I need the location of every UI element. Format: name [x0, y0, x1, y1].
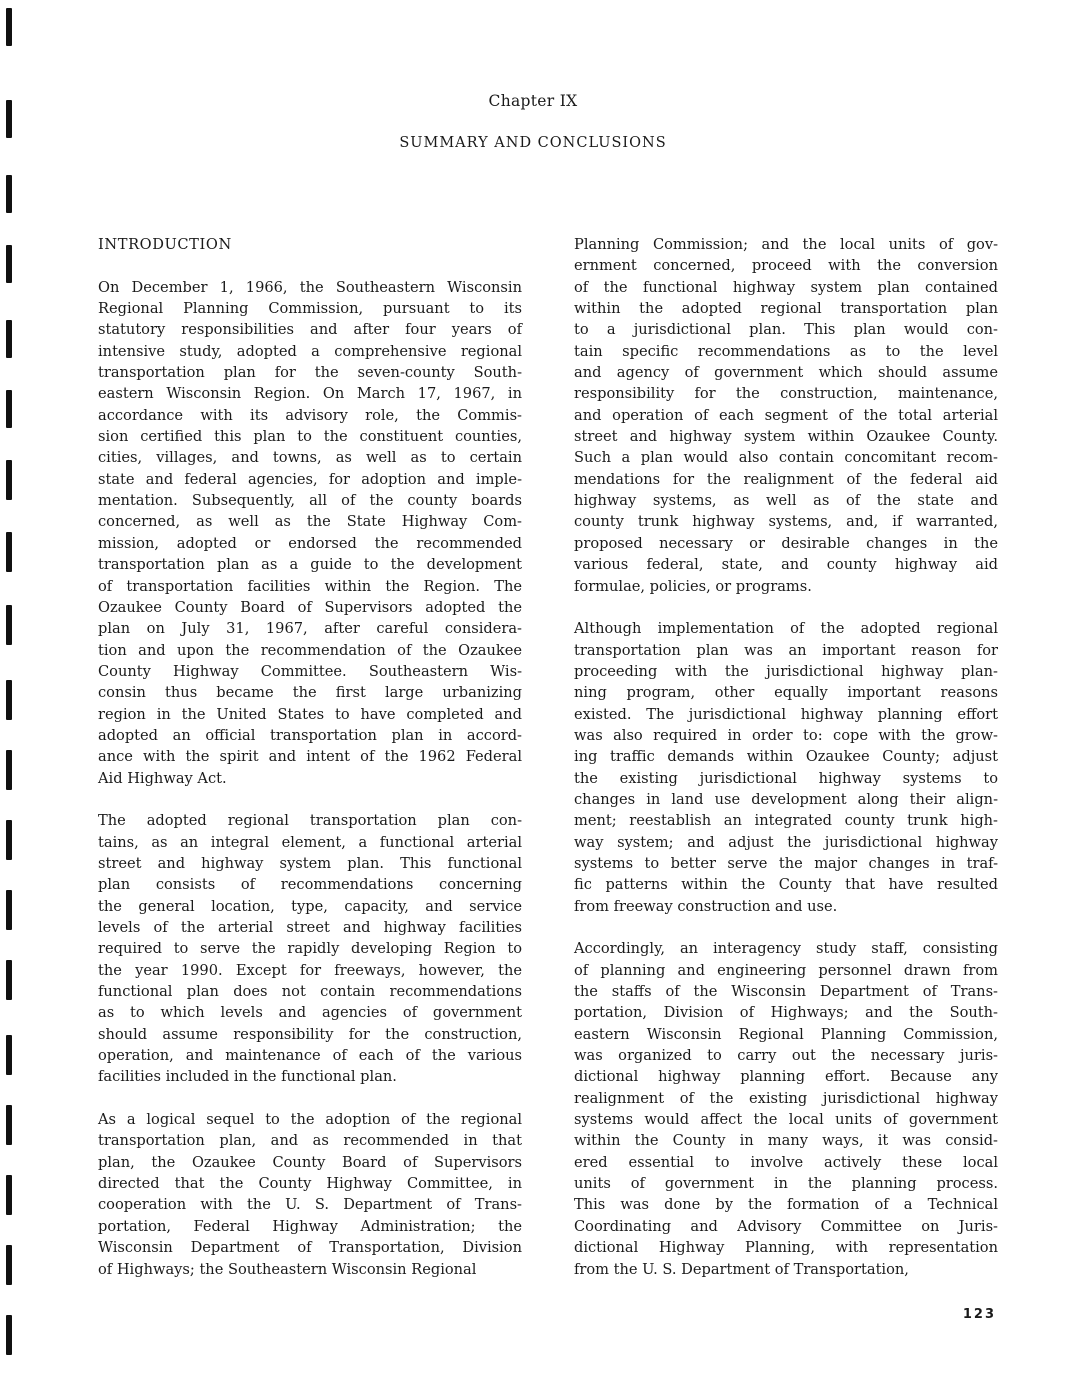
text-line: ance with the spirit and intent of the 1962 Federal — [98, 748, 522, 766]
text-line: to a jurisdictional plan. This plan would con- — [574, 321, 998, 339]
paragraph — [574, 938, 998, 1280]
text-line: region in the United States to have completed and — [98, 705, 522, 723]
section-heading: INTRODUCTION — [98, 236, 232, 253]
text-line: should assume responsibility for the construction, — [98, 1025, 522, 1043]
text-line: ernment concerned, proceed with the conversion — [574, 257, 998, 275]
binding-mark — [6, 320, 12, 358]
paragraph — [574, 234, 998, 597]
text-line: plan on July 31, 1967, after careful considera- — [98, 620, 522, 638]
text-line: responsibility for the construction, maintenance, — [574, 385, 998, 403]
text-line: and operation of each segment of the total arterial — [574, 406, 998, 424]
text-line: highway systems, as well as of the state and — [574, 492, 998, 510]
text-line: was organized to carry out the necessary juris- — [574, 1047, 998, 1065]
text-line: and agency of government which should assume — [574, 364, 998, 382]
text-line: Although implementation of the adopted regional — [574, 620, 998, 638]
text-line: County Highway Committee. Southeastern Wis- — [98, 662, 522, 680]
text-line: realignment of the existing jurisdictional highway — [574, 1089, 998, 1107]
text-line: plan, the Ozaukee County Board of Supervisors — [98, 1153, 522, 1171]
text-line: of Highways; the Southeastern Wisconsin Regional — [98, 1260, 477, 1278]
left-paragraphs — [98, 277, 522, 1280]
chapter-label: Chapter IX — [488, 92, 578, 110]
text-line: ment; reestablish an integrated county trunk high- — [574, 812, 998, 830]
text-line: fic patterns within the County that have resulted — [574, 876, 998, 894]
text-line: systems to better serve the major changes in traf- — [574, 854, 998, 872]
text-line: street and highway system within Ozaukee County. — [574, 428, 998, 446]
text-line: operation, and maintenance of each of the various — [98, 1047, 522, 1065]
text-line: levels of the arterial street and highway facilities — [98, 919, 522, 936]
text-line: units of government in the planning process. — [574, 1175, 998, 1193]
binding-mark — [6, 680, 12, 720]
text-line: formulae, policies, or programs. — [574, 577, 812, 595]
text-line: ning program, other equally important reasons — [574, 684, 998, 702]
binding-mark — [6, 1315, 12, 1355]
binding-mark — [6, 460, 12, 500]
binding-mark — [6, 1245, 12, 1285]
text-line: state and federal agencies, for adoption and imple- — [98, 470, 522, 488]
text-line: the general location, type, capacity, and service — [98, 897, 522, 915]
text-line: portation, Division of Highways; and the South- — [574, 1004, 998, 1022]
text-line: Wisconsin Department of Transportation, Division — [98, 1239, 522, 1257]
text-line: dictional highway planning effort. Because any — [574, 1068, 998, 1086]
text-line: required to serve the rapidly developing Region to — [98, 940, 522, 958]
text-line: of planning and engineering personnel drawn from — [574, 961, 998, 979]
text-line: mission, adopted or endorsed the recommended — [98, 534, 522, 552]
binding-mark — [6, 532, 12, 572]
binding-mark — [6, 605, 12, 645]
text-line: plan consists of recommendations concerning — [98, 876, 522, 894]
text-line: The adopted regional transportation plan con- — [98, 812, 522, 830]
text-line: sion certified this plan to the constituent counties, — [98, 428, 522, 446]
text-line: Aid Highway Act. — [98, 769, 227, 787]
text-line: Accordingly, an interagency study staff, consisting — [574, 940, 998, 958]
text-line: within the adopted regional transportation plan — [574, 300, 998, 318]
binding-mark — [6, 890, 12, 930]
text-line: as to which levels and agencies of government — [98, 1004, 522, 1022]
text-line: statutory responsibilities and after four years of — [98, 321, 522, 339]
text-line: transportation plan as a guide to the development — [98, 556, 522, 574]
text-line: cities, villages, and towns, as well as to certain — [98, 449, 522, 467]
text-line: Planning Commission; and the local units of gov- — [574, 236, 998, 253]
text-line: systems would affect the local units of government — [574, 1111, 998, 1129]
text-line: consin thus became the first large urbanizing — [98, 684, 522, 702]
text-line: eastern Wisconsin Region. On March 17, 1967, in — [98, 385, 522, 403]
text-line: eastern Wisconsin Regional Planning Commission, — [574, 1025, 998, 1043]
text-line: transportation plan, and as recommended in that — [98, 1132, 522, 1150]
text-line: from freeway construction and use. — [574, 897, 838, 915]
paragraph — [98, 1109, 522, 1280]
binding-mark — [6, 750, 12, 790]
text-line: of transportation facilities within the Region. The — [98, 577, 522, 595]
text-line: existed. The jurisdictional highway planning effort — [574, 705, 998, 723]
binding-mark — [6, 8, 12, 46]
text-line: transportation plan was an important reason for — [574, 641, 998, 659]
binding-mark — [6, 245, 12, 283]
text-line: concerned, as well as the State Highway Com- — [98, 513, 522, 531]
text-line: the staffs of the Wisconsin Department of Trans- — [574, 983, 998, 1001]
text-line: tion and upon the recommendation of the Ozaukee — [98, 641, 522, 659]
text-line: various federal, state, and county highway aid — [574, 556, 998, 574]
text-line: facilities included in the functional plan. — [98, 1068, 397, 1086]
text-line: This was done by the formation of a Technical — [574, 1196, 998, 1214]
binding-marks — [0, 0, 20, 1380]
right-paragraphs — [574, 234, 998, 1280]
paragraph — [574, 618, 998, 917]
text-line: Regional Planning Commission, pursuant to its — [98, 300, 522, 318]
text-line: adopted an official transportation plan in accord- — [98, 726, 522, 744]
text-line: As a logical sequel to the adoption of the regional — [98, 1111, 522, 1129]
text-line: tains, as an integral element, a functional arterial — [98, 833, 522, 851]
text-line: accordance with its advisory role, the Commis- — [98, 406, 522, 424]
text-line: proceeding with the jurisdictional highway plan- — [574, 662, 998, 680]
text-line: within the County in many ways, it was consid- — [574, 1132, 998, 1150]
text-line: Coordinating and Advisory Committee on Juris- — [574, 1217, 998, 1235]
text-line: dictional Highway Planning, with representation — [574, 1239, 998, 1257]
text-line: On December 1, 1966, the Southeastern Wisconsin — [98, 278, 522, 296]
text-line: tain specific recommendations as to the level — [574, 342, 998, 360]
binding-mark — [6, 960, 12, 1000]
text-line: way system; and adjust the jurisdictional highway — [574, 833, 998, 851]
left-column — [98, 234, 522, 1301]
text-line: mentation. Subsequently, all of the county boards — [98, 492, 522, 510]
text-line: mendations for the realignment of the federal aid — [574, 470, 998, 488]
text-line: Ozaukee County Board of Supervisors adopted the — [98, 598, 522, 616]
text-line: from the U. S. Department of Transportation, — [574, 1260, 909, 1278]
binding-mark — [6, 1105, 12, 1145]
text-line: proposed necessary or desirable changes in the — [574, 534, 998, 552]
page-number: 123 — [962, 1307, 996, 1322]
text-line: functional plan does not contain recommendations — [98, 983, 522, 1001]
binding-mark — [6, 175, 12, 213]
text-line: directed that the County Highway Committee, in — [98, 1175, 522, 1193]
text-line: Such a plan would also contain concomitant recom- — [574, 449, 998, 467]
binding-mark — [6, 1175, 12, 1215]
text-line: transportation plan for the seven-county South- — [98, 364, 522, 382]
paragraph — [98, 810, 522, 1087]
text-line: county trunk highway systems, and, if warranted, — [574, 513, 998, 531]
text-line: the year 1990. Except for freeways, however, the — [98, 961, 522, 979]
text-line: changes in land use development along their align- — [574, 790, 998, 808]
binding-mark — [6, 1035, 12, 1075]
text-line: ing traffic demands within Ozaukee County; adjust — [574, 748, 998, 766]
text-line: portation, Federal Highway Administration; the — [98, 1217, 522, 1235]
paragraph — [98, 277, 522, 789]
binding-mark — [6, 820, 12, 860]
text-line: the existing jurisdictional highway systems to — [574, 769, 998, 787]
text-line: was also required in order to: cope with the grow- — [574, 726, 998, 744]
text-line: cooperation with the U. S. Department of Trans- — [98, 1196, 522, 1214]
text-line: ered essential to involve actively these local — [574, 1153, 998, 1171]
text-line: street and highway system plan. This functional — [98, 854, 522, 872]
right-column — [574, 234, 998, 1301]
text-line: intensive study, adopted a comprehensive regional — [98, 342, 522, 360]
binding-mark — [6, 390, 12, 428]
text-line: of the functional highway system plan contained — [574, 278, 998, 296]
chapter-title: SUMMARY AND CONCLUSIONS — [399, 135, 667, 151]
